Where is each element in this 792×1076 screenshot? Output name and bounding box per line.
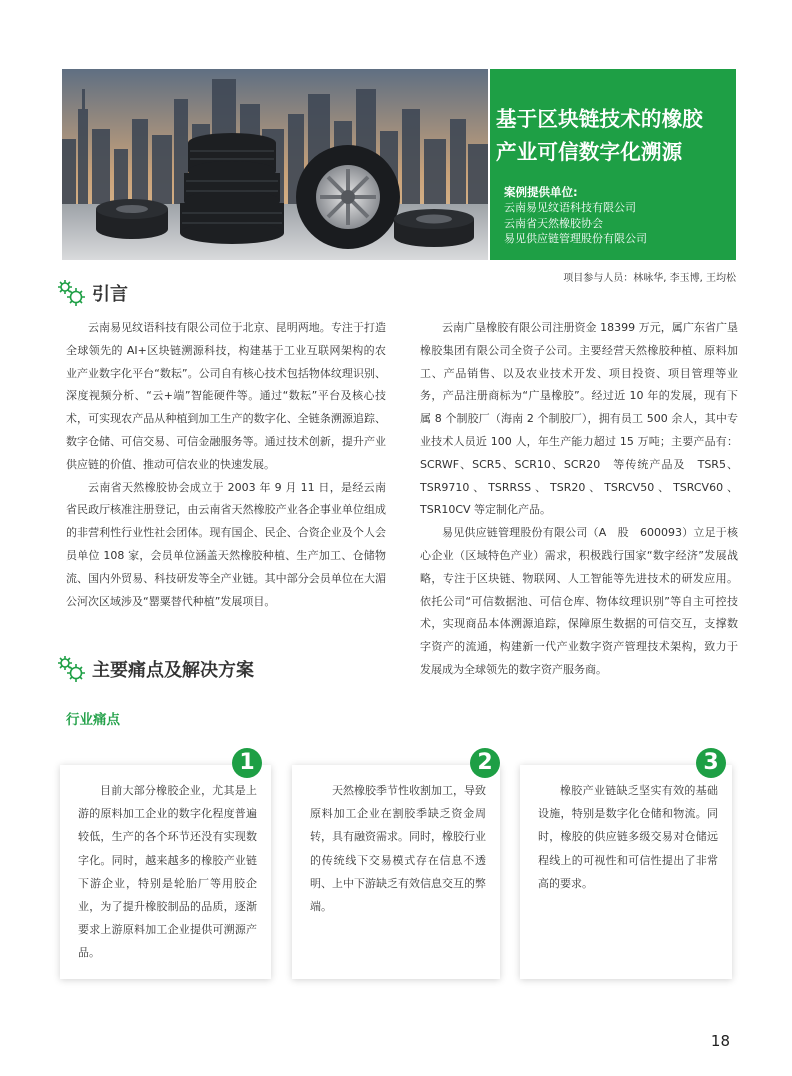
hero-title-panel: [488, 69, 736, 260]
hero-banner: [62, 69, 736, 260]
card-text: 目前大部分橡胶企业，尤其是上游的原料加工企业的数字化程度普遍较低，生产的各个环节还没有实现数字化。同时，越来越多的橡胶产业链下游企业，特别是轮胎厂等用胶企业，为了提升橡胶制品的品质，逐渐要求上游原料加工企业提供可溯源产品。: [78, 784, 257, 960]
gears-icon: [56, 654, 88, 684]
card-text: 天然橡胶季节性收割加工，导致原料加工企业在割胶季缺乏资金周转，具有融资需求。同时，橡胶行业的传统线下交易模式存在信息不透明、上中下游缺乏有效信息交互的弊端。: [310, 784, 486, 914]
card-text: 橡胶产业链缺乏坚实有效的基础设施，特别是数字化仓储和物流。同时，橡胶的供应链多级交易对仓储远程线上的可视性和可信性提出了非常高的要求。: [538, 784, 718, 890]
provider-list: [504, 200, 647, 247]
page-number: 18: [710, 1032, 730, 1050]
tires-city-photo: [62, 69, 488, 260]
intro-left-column: [66, 317, 386, 613]
pain-card: [292, 765, 500, 979]
pain-card: [60, 765, 271, 979]
title-line-1: 基于区块链技术的橡胶: [496, 107, 703, 131]
paragraph: 云南省天然橡胶协会成立于 2003 年 9 月 11 日，是经云南省民政厅核准注册登记，由云南省天然橡胶产业各企事业单位组成的非营利性行业性社会团体。现有国企、民企、合资企业及个人会员单位 108 家，会员单位涵盖天然橡胶种植、生产加工、仓储物流、国内外贸易、科技研发等全产业链。其中部分会员单位在大湄公河次区域涉及“罂粟替代种植”发展项目。: [66, 480, 386, 608]
card-number-badge: 3: [696, 748, 726, 778]
subheading: 行业痛点: [66, 712, 120, 728]
page-title: [496, 103, 736, 169]
section-title: 引言: [92, 284, 128, 305]
pain-heading: [56, 654, 254, 684]
provider-label: 案例提供单位:: [504, 185, 578, 199]
section-title: 主要痛点及解决方案: [92, 660, 254, 681]
title-line-2: 产业可信数字化溯源: [496, 140, 683, 164]
paragraph: 云南广垦橡胶有限公司注册资金 18399 万元，属广东省广垦橡胶集团有限公司全资子公司。主要经营天然橡胶种植、原料加工、产品销售、以及农业技术开发、项目投资、项目管理等业务，产品注册商标为“广垦橡胶”。经过近 10 年的发展，现有下属 8 个制胶厂（海南 2 个制胶厂），拥有员工 500 余人，其中专业技术人员近 100 人，年生产能力超过 15 万吨；主要产品有：SCRWF、SCR5、SCR10、SCR20 等传统产品及 TSR5、TSR9710、TSRRSS、TSR20、TSRCV50、TSRCV60、TSR10CV 等定制化产品。: [420, 321, 738, 517]
intro-right-column: [420, 317, 738, 682]
gears-icon: [56, 278, 88, 308]
paragraph: 云南易见纹语科技有限公司位于北京、昆明两地。专注于打造全球领先的 AI+区块链溯源科技，构建基于工业互联网架构的农业产业数字化平台“数耘”。公司自有核心技术包括物体纹理识别、深度视频分析、“云+端”智能硬件等。通过“数耘”平台及核心技术，可实现农产品从种植到加工生产的数字化、全链条溯源追踪、数字仓储、可信交易、可信金融服务等。通过技术创新，提升产业供应链的价值、推动可信农业的快速发展。: [66, 321, 386, 471]
paragraph: 易见供应链管理股份有限公司（A 股 600093）立足于核心企业（区域特色产业）需求，积极践行国家“数字经济”发展战略，专注于区块链、物联网、人工智能等先进技术的研发应用。依托公司“可信数据池、可信仓库、物体纹理识别”等自主可控技术，实现商品本体溯源追踪，保障原生数据的可信交互，支撑数字资产的流通，构建新一代产业数字资产管理技术架构，致力于发展成为全球领先的数字资产服务商。: [420, 526, 738, 676]
provider-item: 云南易见纹语科技有限公司: [504, 201, 636, 214]
provider-item: 易见供应链管理股份有限公司: [504, 232, 647, 245]
intro-heading: [56, 278, 128, 308]
provider-item: 云南省天然橡胶协会: [504, 216, 603, 230]
pain-card: [520, 765, 732, 979]
card-number-badge: 1: [232, 748, 262, 778]
card-number-badge: 2: [470, 748, 500, 778]
participants: 项目参与人员：林咏华, 李玉博, 王均松: [563, 273, 736, 284]
